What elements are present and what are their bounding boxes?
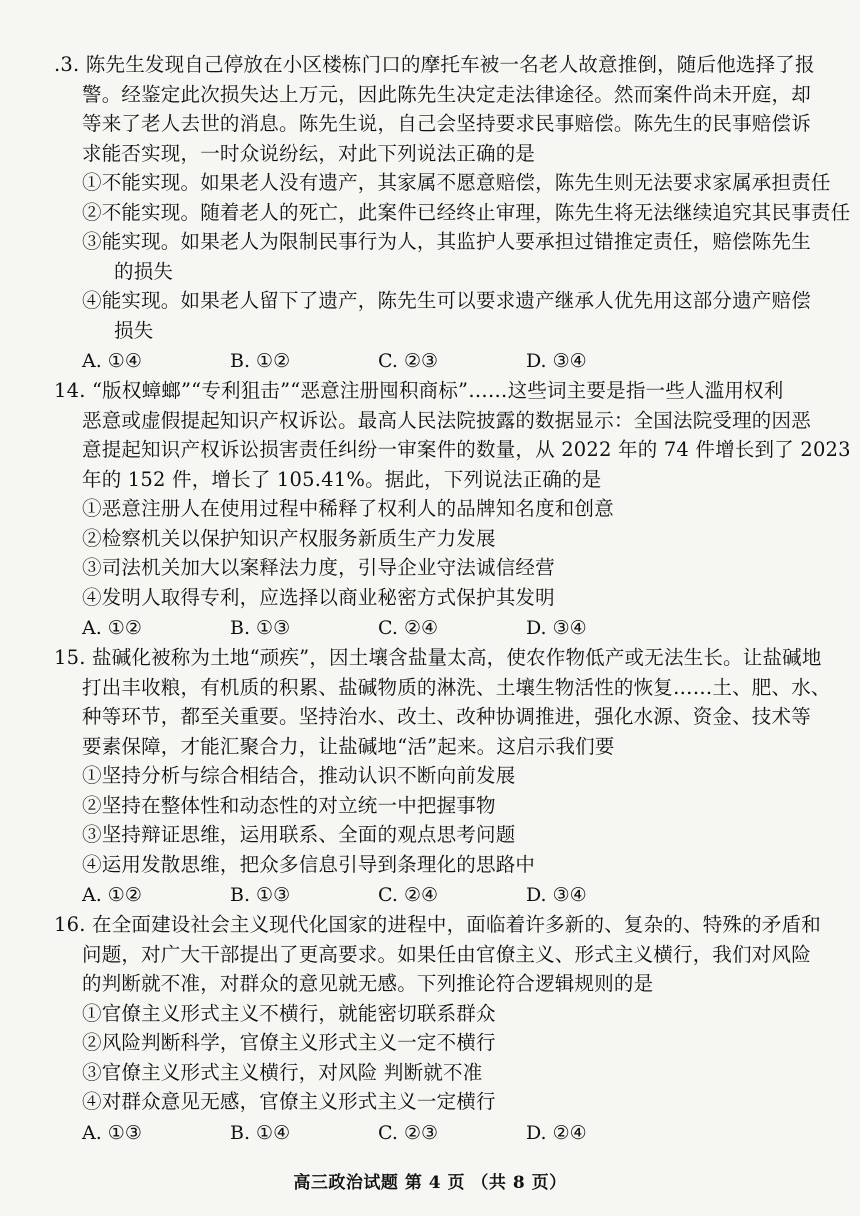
- statement-option: ②检察机关以保护知识产权服务新质生产力发展: [82, 526, 496, 550]
- choice-b[interactable]: B. ①③: [230, 884, 291, 906]
- question-stem-line: 15. 盐碱化被称为土地“顽疾”，因土壤含盐量太高，使农作物低产或无法生长。让盐碱地: [54, 646, 822, 669]
- statement-option: ②坚持在整体性和动态性的对立统一中把握事物: [82, 793, 496, 817]
- statement-option: ④对群众意见无感，官僚主义形式主义一定横行: [82, 1090, 496, 1113]
- choice-a[interactable]: A. ①②: [82, 884, 142, 906]
- statement-option: ④运用发散思维，把众多信息引导到条理化的思路中: [82, 852, 536, 876]
- question-15: [54, 643, 831, 910]
- choice-c[interactable]: C. ②④: [378, 884, 439, 906]
- statement-option: ②不能实现。随着老人的死亡，此案件已经终止审理，陈先生将无法继续追究其民事责任: [82, 200, 851, 224]
- choice-c[interactable]: C. ②④: [378, 617, 439, 639]
- question-16: [54, 910, 821, 1148]
- statement-option: ③官僚主义形式主义横行，对风险 判断就不准: [82, 1060, 483, 1084]
- answer-choices: [82, 880, 790, 910]
- choice-d[interactable]: D. ③④: [526, 884, 587, 906]
- statement-option: ③司法机关加大以案释法力度，引导企业守法诚信经营: [82, 556, 555, 579]
- choice-a[interactable]: A. ①②: [82, 617, 142, 639]
- statement-option: ①坚持分析与综合相结合，推动认识不断向前发展: [82, 764, 516, 787]
- choice-b[interactable]: B. ①④: [230, 1121, 291, 1144]
- question-stem-line: 要素保障，才能汇聚合力，让盐碱地“活”起来。这启示我们要: [82, 734, 615, 758]
- question-stem-line: 16. 在全面建设社会主义现代化国家的进程中，面临着许多新的、复杂的、特殊的矛盾和: [54, 913, 821, 936]
- question-stem-line: 的判断就不准，对群众的意见就无感。下列推论符合逻辑规则的是: [82, 972, 654, 995]
- choice-d[interactable]: D. ②④: [526, 1121, 587, 1144]
- choice-a[interactable]: A. ①③: [82, 1121, 142, 1144]
- question-stem-line: 14. “版权蟑螂”“专利狙击”“恶意注册囤积商标”……这些词主要是指一些人滥用权利: [54, 379, 784, 402]
- question-stem-line: 种等环节，都至关重要。坚持治水、改土、改种协调推进，强化水源、资金、技术等: [82, 705, 811, 728]
- statement-option-text: ③能实现。如果老人为限制民事行为人，其监护人要承担过错推定责任，赔偿陈先生: [82, 230, 811, 253]
- statement-option: [82, 227, 811, 286]
- statement-option: ④发明人取得专利，应选择以商业秘密方式保护其发明: [82, 585, 555, 609]
- question-stem-line: 求能否实现，一时众说纷纭，对此下列说法正确的是: [82, 141, 536, 165]
- statement-option-continuation: 损失: [114, 318, 154, 342]
- choice-d[interactable]: D. ③④: [526, 350, 587, 372]
- choice-a[interactable]: A. ①④: [82, 350, 142, 372]
- choice-c[interactable]: C. ②③: [378, 1121, 439, 1144]
- statement-option: [82, 286, 811, 345]
- question-13: [54, 50, 851, 376]
- question-stem-line: 等来了老人去世的消息。陈先生说，自己会坚持要求民事赔偿。陈先生的民事赔偿诉: [82, 112, 811, 135]
- statement-option-continuation: 的损失: [114, 259, 174, 283]
- statement-option: ②风险判断科学，官僚主义形式主义一定不横行: [82, 1031, 496, 1054]
- statement-option: ①不能实现。如果老人没有遗产，其家属不愿意赔偿，陈先生则无法要求家属承担责任: [82, 171, 831, 194]
- answer-choices: [82, 1118, 790, 1148]
- page-footer: 高三政治试题 第 4 页 （共 8 页）: [293, 1173, 567, 1193]
- question-stem-line: .3. 陈先生发现自己停放在小区楼栋门口的摩托车被一名老人故意推倒，随后他选择了报: [54, 53, 815, 76]
- question-stem-line: 问题，对广大干部提出了更高要求。如果任由官僚主义、形式主义横行，我们对风险: [82, 942, 811, 966]
- question-stem-line: 意提起知识产权诉讼损害责任纠纷一审案件的数量，从 2022 年的 74 件增长到了 2023: [82, 438, 851, 461]
- question-stem-line: 恶意或虚假提起知识产权诉讼。最高人民法院披露的数据显示：全国法院受理的因恶: [82, 408, 811, 432]
- statement-option-text: ④能实现。如果老人留下了遗产，陈先生可以要求遗产继承人优先用这部分遗产赔偿: [82, 289, 811, 312]
- question-stem-line: 打出丰收粮，有机质的积累、盐碱物质的淋洗、土壤生物活性的恢复……土、肥、水、: [82, 675, 831, 699]
- answer-choices: [82, 346, 790, 376]
- question-stem-line: 警。经鉴定此次损失达上万元，因此陈先生决定走法律途径。然而案件尚未开庭，却: [82, 82, 811, 106]
- statement-option: ①恶意注册人在使用过程中稀释了权利人的品牌知名度和创意: [82, 497, 614, 520]
- question-14: [54, 376, 851, 643]
- answer-choices: [82, 613, 790, 643]
- choice-b[interactable]: B. ①②: [230, 350, 291, 372]
- question-stem-line: 年的 152 件，增长了 105.41%。据此，下列说法正确的是: [82, 467, 602, 491]
- statement-option: ③坚持辩证思维，运用联系、全面的观点思考问题: [82, 823, 516, 846]
- choice-b[interactable]: B. ①③: [230, 617, 291, 639]
- statement-option: ①官僚主义形式主义不横行，就能密切联系群众: [82, 1001, 496, 1025]
- choice-c[interactable]: C. ②③: [378, 350, 439, 372]
- choice-d[interactable]: D. ③④: [526, 617, 587, 639]
